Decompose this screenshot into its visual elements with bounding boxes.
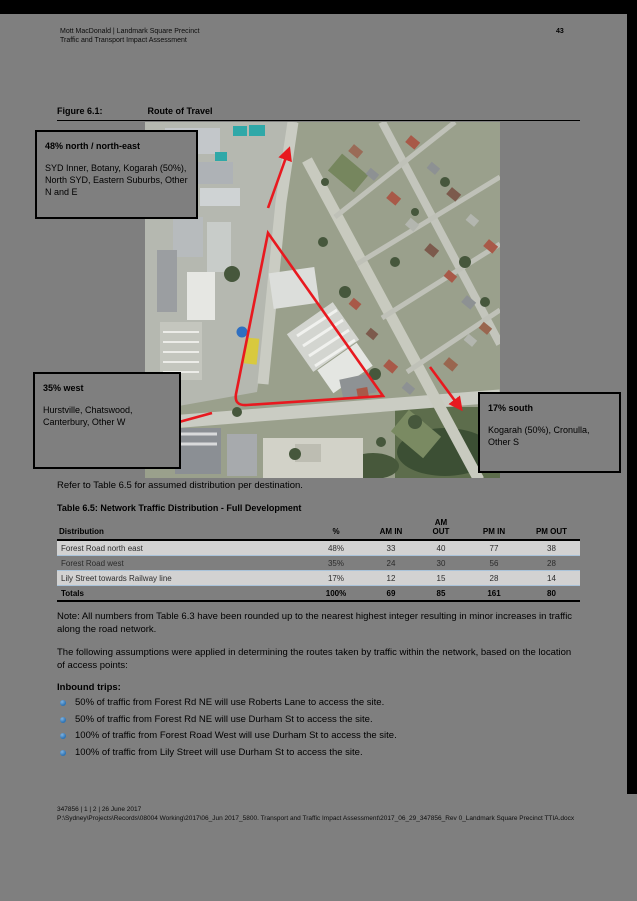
assumption-bullet-list	[60, 697, 580, 763]
refer-text: Refer to Table 6.5 for assumed distribution per destination.	[57, 480, 303, 491]
footer-reference: 347856 | 1 | 2 | 26 June 2017	[57, 806, 142, 813]
cell-pm-in: 77	[465, 540, 523, 556]
cell-am-out: 30	[417, 556, 465, 571]
cell-route: Totals	[57, 586, 307, 602]
cell-pm-out: 80	[523, 586, 580, 602]
cell-pm-in: 56	[465, 556, 523, 571]
header-report-title: Traffic and Transport Impact Assessment	[60, 37, 187, 44]
cell-pm-out: 38	[523, 540, 580, 556]
table-header-row	[57, 517, 580, 540]
cell-percent: 100%	[307, 586, 365, 602]
column-header-percent: %	[307, 517, 365, 540]
callout-south-title: 17% south	[488, 403, 534, 413]
bullet-item	[60, 747, 580, 759]
figure-title: Route of Travel	[147, 106, 213, 116]
cell-am-out: 85	[417, 586, 465, 602]
page-frame-top	[0, 0, 637, 14]
cell-route: Forest Road north east	[57, 540, 307, 556]
callout-north	[35, 130, 198, 219]
assumptions-intro: The following assumptions were applied in determining the routes taken by traffic within the network, based on the location of access points:	[57, 647, 572, 671]
table-row	[57, 540, 580, 556]
callout-south-body: Kogarah (50%), Cronulla, Other S	[488, 425, 590, 447]
table-note: Note: All numbers from Table 6.3 have been rounded up to the nearest highest integer resulting in minor increases in traffic along the road network.	[57, 611, 573, 635]
bullet-text: 50% of traffic from Forest Rd NE will use Roberts Lane to access the site.	[75, 697, 385, 708]
cell-route: Forest Road west	[57, 556, 307, 571]
bullet-icon	[60, 750, 66, 756]
cell-am-out: 40	[417, 540, 465, 556]
callout-west-body: Hurstville, Chatswood, Canterbury, Other W	[43, 405, 133, 427]
cell-pm-out: 14	[523, 571, 580, 586]
running-header	[60, 27, 200, 45]
cell-percent: 48%	[307, 540, 365, 556]
cell-pm-in: 28	[465, 571, 523, 586]
table-row	[57, 571, 580, 586]
column-header-am-in: AM IN	[365, 517, 417, 540]
cell-am-in: 69	[365, 586, 417, 602]
cell-am-in: 33	[365, 540, 417, 556]
inbound-trips-label: Inbound trips:	[57, 682, 121, 693]
column-header-am-out: AM OUT	[417, 517, 465, 540]
page-footer	[57, 806, 585, 823]
header-project-title: Mott MacDonald | Landmark Square Precinct	[60, 28, 200, 35]
page-number: 43	[556, 28, 564, 35]
aerial-map	[145, 122, 500, 478]
callout-north-title: 48% north / north-east	[45, 141, 141, 151]
bullet-icon	[60, 733, 66, 739]
cell-pm-out: 28	[523, 556, 580, 571]
cell-am-out: 15	[417, 571, 465, 586]
callout-north-body: SYD Inner, Botany, Kogarah (50%), North SYD, Eastern Suburbs, Other N and E	[45, 163, 188, 197]
cell-percent: 17%	[307, 571, 365, 586]
bullet-item	[60, 714, 580, 726]
aerial-map-image	[145, 122, 500, 478]
page-frame-right	[627, 14, 637, 794]
bullet-text: 50% of traffic from Forest Rd NE will use Durham St to access the site.	[75, 713, 373, 725]
callout-west-title: 35% west	[43, 383, 84, 393]
footer-filepath: P:\Sydney\Projects\Records\08004 Working\2017\06_Jun 2017_5800. Transport and Traffic Impact Assessment\2017_06_29_347856_Rev 0_Landmark Square Precinct TTIA.docx	[57, 814, 575, 822]
figure-label: Figure 6.1:	[57, 106, 103, 116]
bullet-text: 100% of traffic from Lily Street will use Durham St to access the site.	[75, 746, 363, 758]
table-row	[57, 556, 580, 571]
bullet-icon	[60, 700, 66, 706]
bullet-item	[60, 730, 580, 742]
bullet-icon	[60, 717, 66, 723]
callout-west	[33, 372, 181, 469]
table-caption: Table 6.5: Network Traffic Distribution - Full Development	[57, 503, 302, 513]
figure-caption	[57, 106, 580, 121]
column-header-distribution: Distribution	[57, 517, 307, 540]
column-header-pm-in: PM IN	[465, 517, 523, 540]
cell-route: Lily Street towards Railway line	[57, 571, 307, 586]
cell-am-in: 12	[365, 571, 417, 586]
callout-south	[478, 392, 621, 473]
cell-am-in: 24	[365, 556, 417, 571]
traffic-distribution-table	[57, 517, 580, 602]
cell-pm-in: 161	[465, 586, 523, 602]
bullet-text: 100% of traffic from Forest Road West will use Durham St to access the site.	[75, 730, 397, 741]
bullet-item	[60, 697, 580, 709]
column-header-pm-out: PM OUT	[523, 517, 580, 540]
cell-percent: 35%	[307, 556, 365, 571]
table-totals-row	[57, 586, 580, 602]
